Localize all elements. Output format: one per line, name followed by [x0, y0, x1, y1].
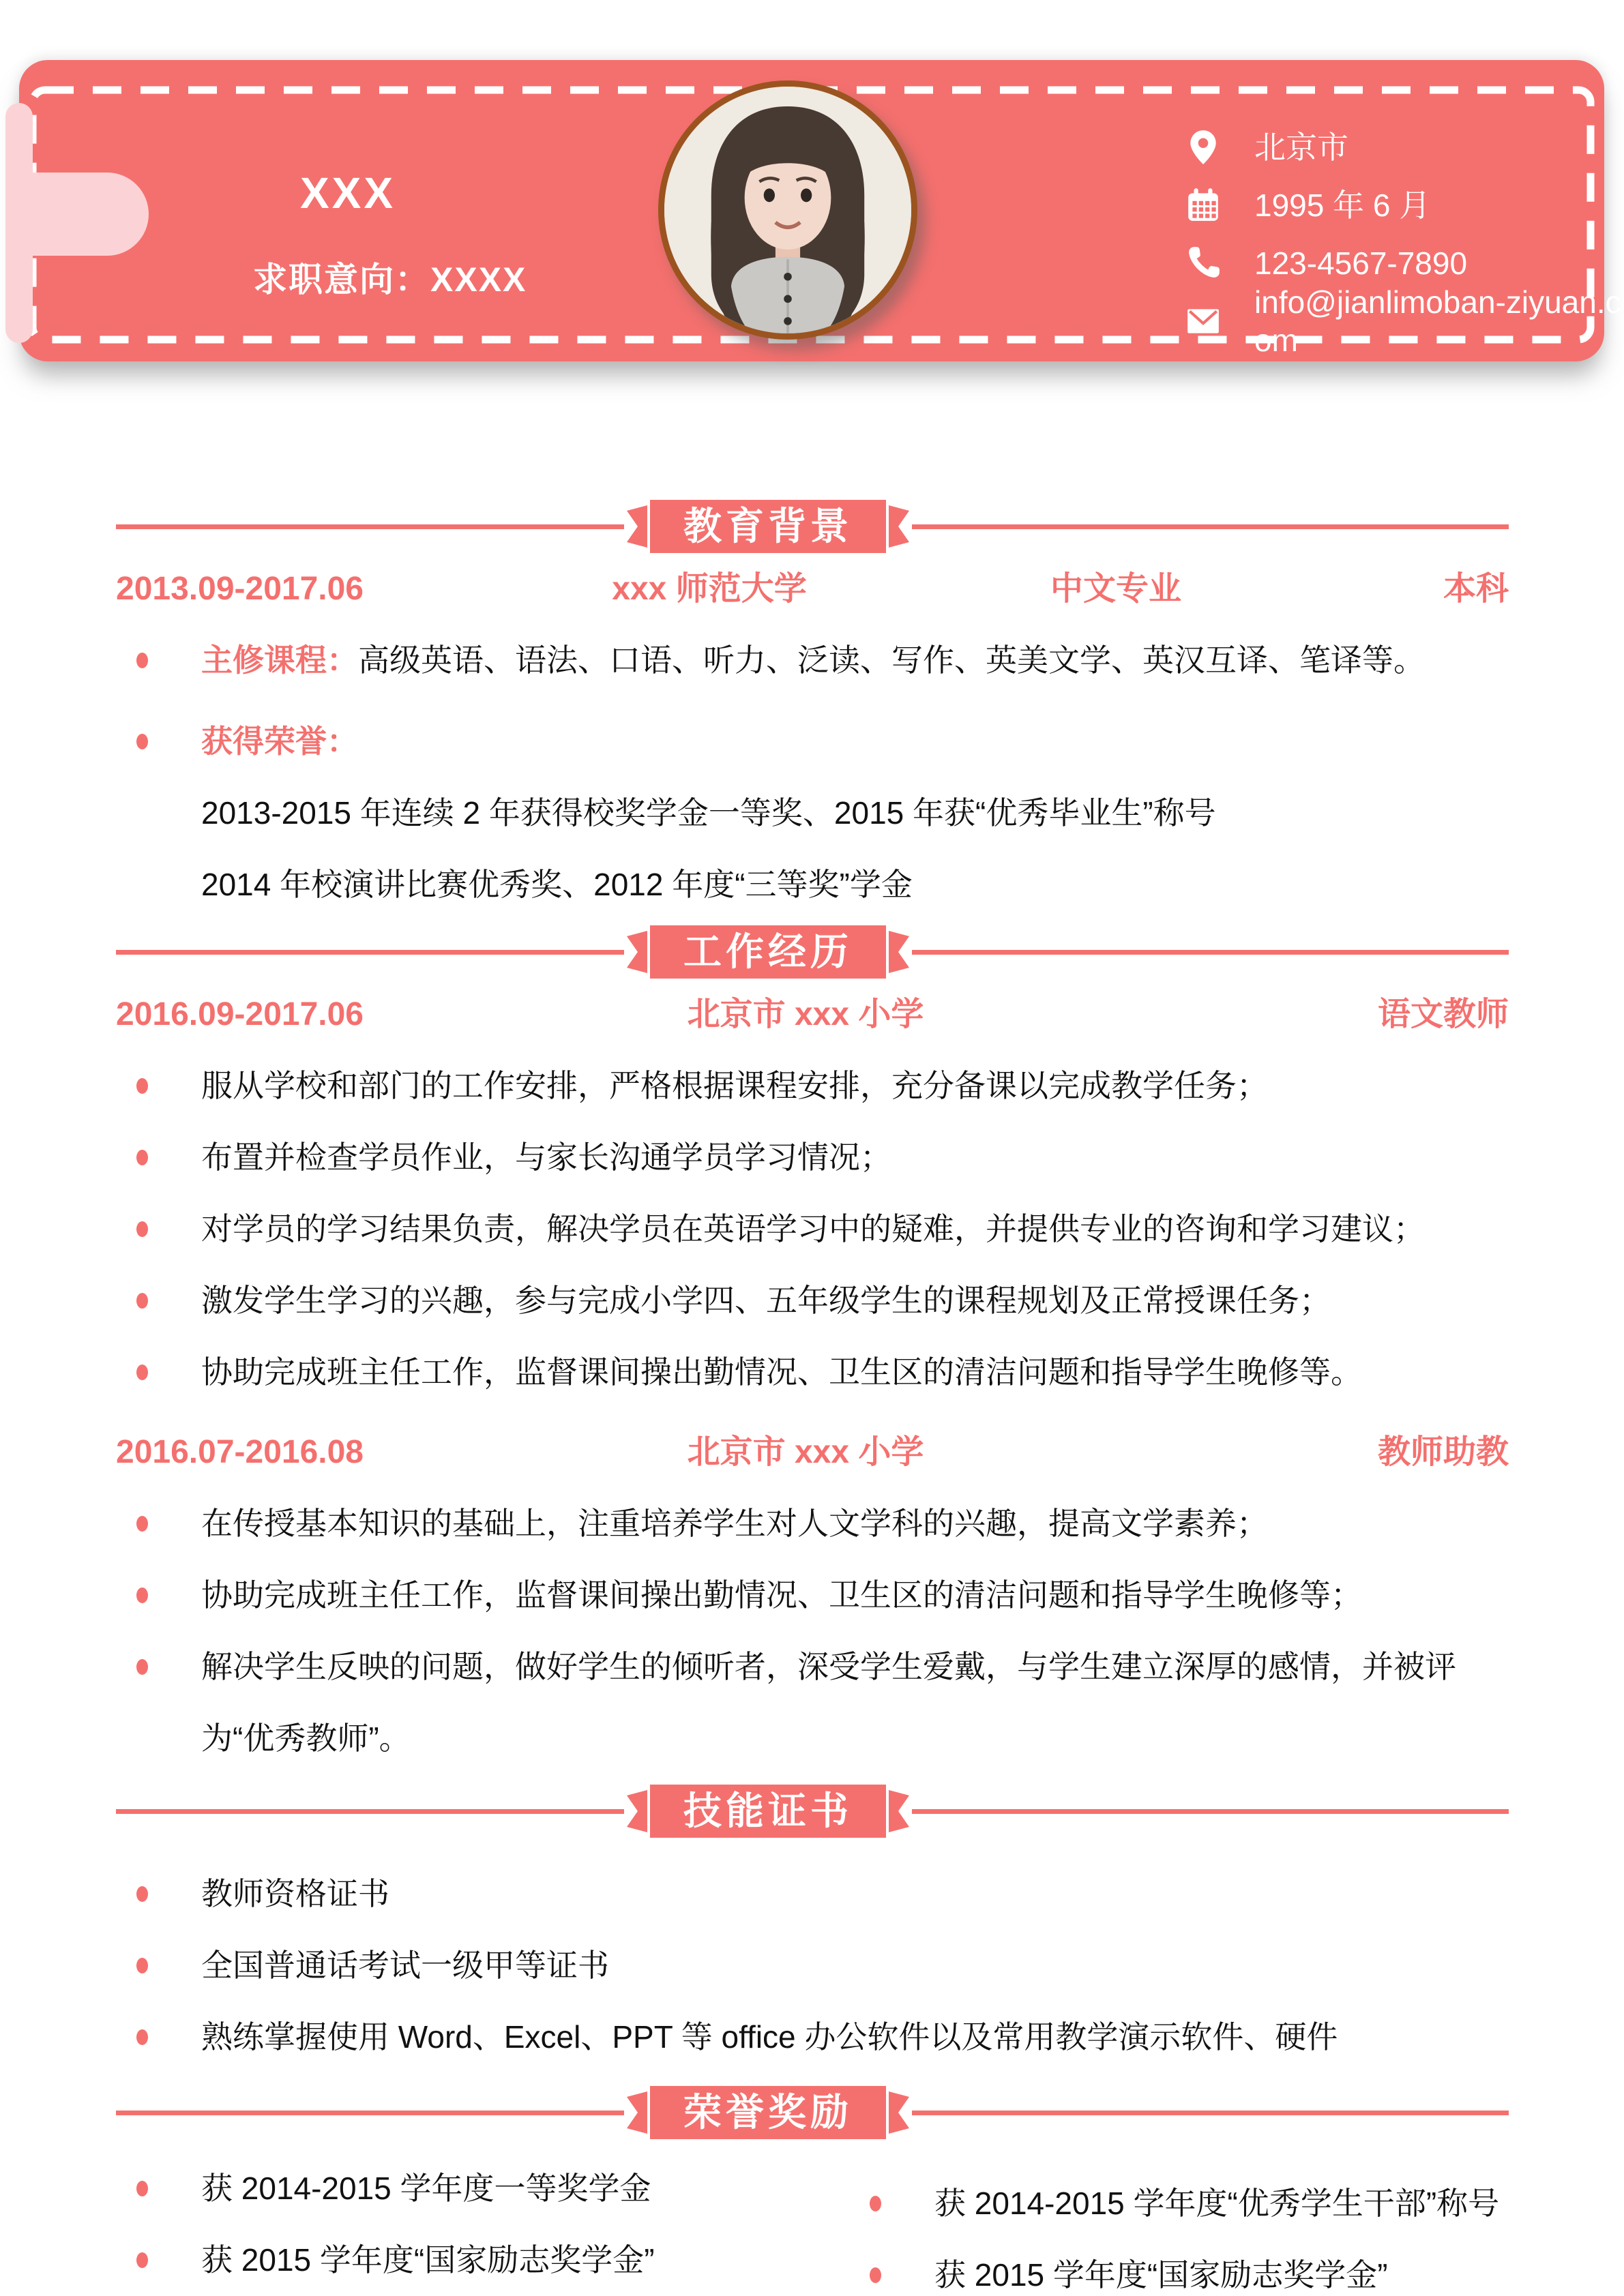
divider-line: [912, 2111, 1509, 2115]
work-bullet: [116, 1265, 1509, 1337]
bullet-dot: [136, 653, 148, 668]
course-label: 主修课程：: [201, 642, 358, 678]
bullet-dot: [136, 1078, 148, 1094]
work-bullet: [116, 1337, 1509, 1408]
contact-list: [1182, 118, 1624, 358]
work-row: [116, 1416, 1509, 1488]
honor-text: 获 2015 学年度“国家励志奖学金”: [934, 2257, 1388, 2293]
bullet-dot: [136, 2252, 148, 2268]
work-bullet: [116, 1122, 1509, 1193]
education-row: [116, 553, 1509, 625]
phone-icon: [1182, 234, 1224, 292]
honor-bullet: [849, 2239, 1509, 2296]
ribbon-fold-left-icon: [627, 505, 647, 548]
work-bullet-text: 解决学生反映的问题，做好学生的倾听者，深受学生爱戴，与学生建立深厚的感情，并被评为“优秀教师”。: [201, 1649, 1456, 1756]
skill-text: 熟练掌握使用 Word、Excel、PPT 等 office 办公软件以及常用教学演示软件、硬件: [201, 2019, 1338, 2055]
bullet-dot: [136, 1221, 148, 1237]
candidate-name: XXX: [299, 168, 396, 218]
honor-text: 获 2014-2015 学年度一等奖学金: [201, 2171, 651, 2206]
section-title: 技能证书: [650, 1785, 886, 1838]
work-date: 2016.07-2016.08: [116, 1434, 364, 1470]
work-bullet-text: 协助完成班主任工作，监督课间操出勤情况、卫生区的清洁问题和指导学生晚修等。: [201, 1354, 1362, 1390]
education-honor-line: 2014 年校演讲比赛优秀奖、2012 年度“三等奖”学金: [201, 867, 913, 902]
ribbon-fold-right-icon: [889, 931, 909, 973]
divider-line: [116, 524, 624, 529]
bullet-dot: [136, 1587, 148, 1603]
pink-strip-decoration: [5, 103, 33, 343]
section-honors: [116, 2086, 1509, 2296]
honors-left-column: [116, 2153, 805, 2296]
education-date: 2013.09-2017.06: [116, 571, 364, 607]
work-bullet-text: 在传授基本知识的基础上，注重培养学生对人文学科的兴趣，提高文学素养；: [201, 1506, 1268, 1541]
profile-photo: [658, 80, 917, 340]
bullet-dot: [136, 1516, 148, 1532]
ribbon-fold-left-icon: [627, 2091, 647, 2134]
honor-text: 获 2015 学年度“国家励志奖学金”: [201, 2242, 655, 2278]
bullet-dot: [136, 1365, 148, 1380]
honor-text: 获 2014-2015 学年度“优秀学生干部”称号: [934, 2186, 1500, 2221]
education-honor-line: 2013-2015 年连续 2 年获得校奖学金一等奖、2015 年获“优秀毕业生”称号: [201, 795, 1216, 831]
work-bullet-text: 服从学校和部门的工作安排，严格根据课程安排，充分备课以完成教学任务；: [201, 1068, 1268, 1103]
section-title: 荣誉奖励: [650, 2086, 886, 2139]
honor-bullet: [116, 2224, 805, 2296]
education-honor-item: [116, 706, 1509, 777]
course-text: 高级英语、语法、口语、听力、泛读、写作、英美文学、英汉互译、笔译等。: [358, 642, 1425, 678]
bullet-dot: [870, 2267, 881, 2283]
bullet-dot: [136, 1150, 148, 1165]
ribbon-fold-left-icon: [627, 1790, 647, 1832]
contact-location: 北京市: [1254, 129, 1348, 165]
education-degree: 本科: [1443, 571, 1509, 607]
divider-line: [116, 2111, 624, 2115]
honors-columns: [116, 2153, 1509, 2296]
education-course-item: [116, 625, 1509, 696]
bullet-dot: [136, 2181, 148, 2196]
work-bullet-text: 协助完成班主任工作，监督课间操出勤情况、卫生区的清洁问题和指导学生晚修等；: [201, 1577, 1362, 1613]
ribbon-fold-right-icon: [889, 2091, 909, 2134]
divider-line: [116, 950, 624, 955]
bullet-dot: [136, 1293, 148, 1309]
section-work: [116, 925, 1509, 1774]
bullet-dot: [136, 1958, 148, 1973]
avatar-illustration: [664, 87, 911, 333]
divider-line: [912, 950, 1509, 955]
honor-label: 获得荣誉：: [201, 724, 358, 759]
skill-bullet: [116, 1858, 1509, 1930]
work-position: 教师助教: [1377, 1434, 1509, 1470]
work-bullet: [116, 1193, 1509, 1265]
section-title: 工作经历: [650, 925, 886, 979]
header-banner: [19, 60, 1621, 361]
honors-title-band: [116, 2086, 1509, 2139]
skill-bullet: [116, 1930, 1509, 2001]
bullet-dot: [870, 2196, 881, 2211]
bullet-dot: [136, 1659, 148, 1675]
divider-line: [912, 1809, 1509, 1814]
work-bullet-text: 对学员的学习结果负责，解决学员在英语学习中的疑难，并提供专业的咨询和学习建议；: [201, 1211, 1425, 1247]
ribbon-fold-right-icon: [889, 1790, 909, 1832]
ribbon-fold-right-icon: [889, 505, 909, 548]
work-bullet: [116, 1488, 1509, 1560]
work-bullet: [116, 1560, 1509, 1631]
work-bullet: [116, 1631, 1509, 1774]
bullet-dot: [136, 2029, 148, 2045]
calendar-icon: [1182, 176, 1224, 234]
skill-bullet: [116, 2001, 1509, 2073]
email-icon: [1182, 292, 1224, 350]
work-bullet: [116, 1050, 1509, 1122]
job-intent: 求职意向：XXXX: [253, 260, 527, 299]
work-date: 2016.09-2017.06: [116, 996, 364, 1032]
ribbon-fold-left-icon: [627, 931, 647, 973]
education-major: 中文专业: [1050, 571, 1181, 607]
section-education: [116, 500, 1509, 921]
contact-birth: 1995 年 6 月: [1254, 187, 1431, 223]
section-skills: [116, 1785, 1509, 2073]
work-title-band: [116, 925, 1509, 979]
work-bullet-text: 激发学生学习的兴趣，参与完成小学四、五年级学生的课程规划及正常授课任务；: [201, 1283, 1331, 1318]
honor-bullet: [849, 2168, 1509, 2239]
work-company: 北京市 xxx 小学: [687, 996, 924, 1032]
skill-text: 全国普通话考试一级甲等证书: [201, 1948, 609, 1983]
work-position: 语文教师: [1377, 996, 1509, 1032]
honor-bullet: [116, 2153, 805, 2224]
work-bullet-text: 布置并检查学员作业，与家长沟通学员学习情况；: [201, 1139, 891, 1175]
education-school: xxx 师范大学: [612, 571, 807, 607]
section-title: 教育背景: [650, 500, 886, 553]
skills-title-band: [116, 1785, 1509, 1838]
skill-text: 教师资格证书: [201, 1876, 389, 1911]
contact-phone: 123-4567-7890: [1254, 245, 1468, 281]
divider-line: [116, 1809, 624, 1814]
work-row: [116, 979, 1509, 1050]
divider-line: [912, 524, 1509, 529]
honors-right-column: [849, 2168, 1509, 2296]
location-icon: [1182, 118, 1224, 176]
education-title-band: [116, 500, 1509, 553]
work-company: 北京市 xxx 小学: [687, 1434, 924, 1470]
bullet-dot: [136, 734, 148, 749]
bullet-dot: [136, 1886, 148, 1902]
contact-email: info@jianlimoban-ziyuan.com: [1254, 284, 1621, 358]
